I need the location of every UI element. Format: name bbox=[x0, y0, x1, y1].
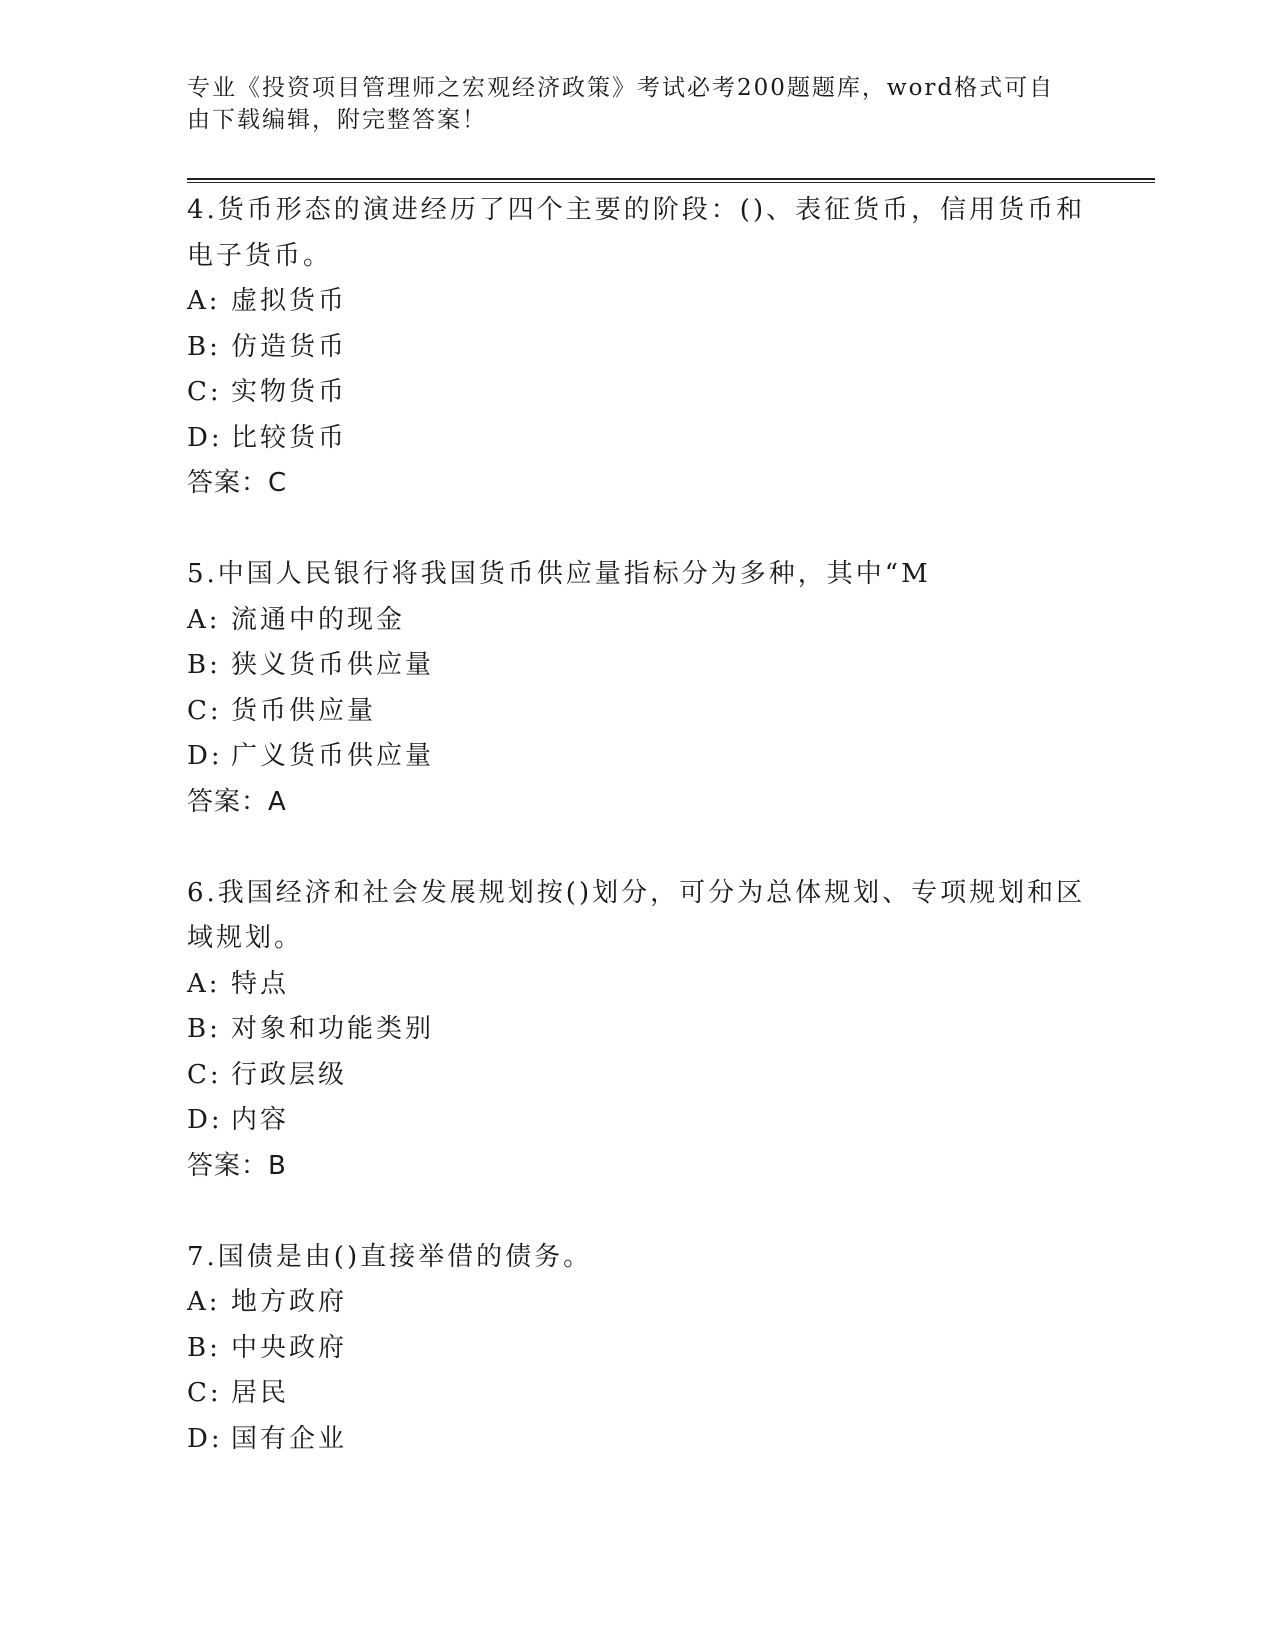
option-letter: B: bbox=[187, 331, 221, 362]
option-d bbox=[187, 1417, 1087, 1463]
option-text: 广义货币供应量 bbox=[231, 741, 435, 771]
option-text: 比较货币 bbox=[231, 422, 348, 453]
answer-line: 答案：A bbox=[187, 786, 287, 817]
option-text: 特点 bbox=[231, 968, 290, 999]
option-text: 国有企业 bbox=[231, 1423, 348, 1454]
option-a bbox=[187, 598, 1087, 644]
option-text: 对象和功能类别 bbox=[231, 1014, 435, 1044]
option-text: 流通中的现金 bbox=[231, 604, 406, 635]
option-letter: C: bbox=[187, 1378, 222, 1408]
answer-line: 答案：C bbox=[187, 468, 288, 498]
question-stem: 4.货币形态的演进经历了四个主要的阶段：()、表征货币，信用货币和电子货币。 bbox=[187, 195, 1086, 271]
option-letter: D: bbox=[187, 741, 223, 771]
option-b bbox=[187, 643, 1087, 689]
option-text: 货币供应量 bbox=[231, 695, 377, 726]
option-d bbox=[187, 1098, 1087, 1144]
option-b bbox=[187, 1326, 1087, 1372]
answer-line: 答案：B bbox=[187, 1150, 287, 1181]
header-divider-thick bbox=[187, 178, 1155, 180]
option-text: 行政层级 bbox=[231, 1059, 348, 1090]
option-letter: D: bbox=[187, 422, 223, 453]
option-a bbox=[187, 962, 1087, 1008]
option-letter: D: bbox=[187, 1105, 223, 1135]
question-7 bbox=[187, 1235, 1087, 1463]
option-text: 地方政府 bbox=[231, 1287, 348, 1317]
option-c bbox=[187, 370, 1087, 416]
option-letter: A: bbox=[187, 1287, 221, 1317]
question-5 bbox=[187, 552, 1087, 825]
option-text: 内容 bbox=[231, 1105, 290, 1135]
option-b bbox=[187, 325, 1087, 371]
document-intro: 专业《投资项目管理师之宏观经济政策》考试必考200题题库，word格式可自由下载编辑，附完整答案！ bbox=[187, 75, 1055, 133]
option-text: 狭义货币供应量 bbox=[231, 650, 435, 680]
option-a bbox=[187, 279, 1087, 325]
option-letter: A: bbox=[187, 286, 221, 316]
option-d bbox=[187, 416, 1087, 462]
option-letter: A: bbox=[187, 968, 221, 999]
option-d bbox=[187, 734, 1087, 780]
option-letter: C: bbox=[187, 377, 222, 407]
option-b bbox=[187, 1007, 1087, 1053]
option-text: 虚拟货币 bbox=[231, 286, 348, 316]
option-letter: A: bbox=[187, 604, 221, 635]
option-text: 中央政府 bbox=[231, 1332, 348, 1363]
option-letter: B: bbox=[187, 650, 221, 680]
question-stem: 7.国债是由()直接举借的债务。 bbox=[187, 1241, 593, 1272]
option-c bbox=[187, 689, 1087, 735]
question-6 bbox=[187, 871, 1087, 1190]
option-c bbox=[187, 1371, 1087, 1417]
option-c bbox=[187, 1053, 1087, 1099]
question-stem: 5.中国人民银行将我国货币供应量指标分为多种，其中“M bbox=[187, 559, 931, 589]
question-4 bbox=[187, 188, 1087, 507]
question-list bbox=[187, 188, 1087, 1508]
question-stem: 6.我国经济和社会发展规划按()划分，可分为总体规划、专项规划和区域规划。 bbox=[187, 877, 1086, 953]
option-letter: D: bbox=[187, 1423, 223, 1454]
header-divider-thin bbox=[187, 182, 1155, 183]
option-letter: C: bbox=[187, 695, 222, 726]
option-text: 仿造货币 bbox=[231, 331, 348, 362]
option-text: 实物货币 bbox=[231, 377, 348, 407]
option-a bbox=[187, 1280, 1087, 1326]
option-letter: B: bbox=[187, 1014, 221, 1044]
option-letter: C: bbox=[187, 1059, 222, 1090]
option-letter: B: bbox=[187, 1332, 221, 1363]
option-text: 居民 bbox=[231, 1378, 290, 1408]
